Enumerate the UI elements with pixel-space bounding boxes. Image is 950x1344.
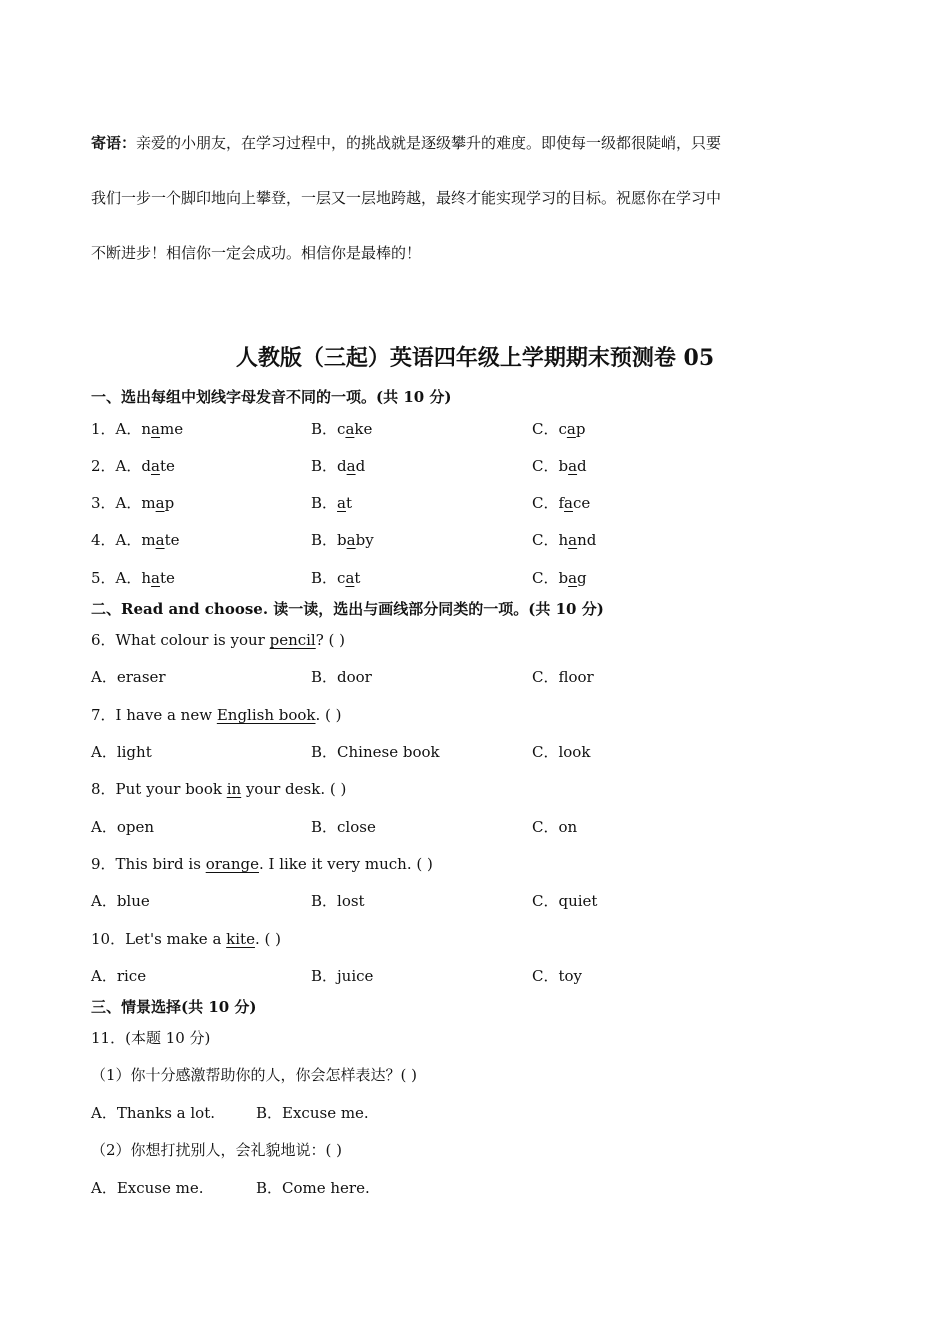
intro-line-2: 我们一步一个脚印地向上攀登，一层又一层地跨越，最终才能实现学习的目标。祝愿你在学习中 (91, 189, 722, 207)
option-c: C．cap (532, 420, 586, 438)
option-a: 3．A．map (91, 494, 175, 512)
option-b: B．close (311, 818, 376, 836)
option-c: C．bad (532, 457, 587, 475)
question-row (91, 419, 851, 439)
section2-heading: 二、Read and choose. 读一读，选出与画线部分同类的一项。(共 10 分) (91, 600, 604, 618)
option-a: 5．A．hate (91, 569, 175, 587)
options-row (91, 891, 851, 911)
option-a: A．Thanks a lot. (91, 1104, 215, 1122)
option-c: C．quiet (532, 892, 598, 910)
option-b: B．door (311, 668, 372, 686)
option-b: B．dad (311, 457, 366, 475)
question-stem: 6．What colour is your pencil? ( ) (91, 631, 346, 649)
question-row (91, 568, 851, 588)
sub-question-2: （2）你想打扰别人，会礼貌地说：( ) (91, 1141, 343, 1159)
option-a: A．rice (91, 967, 147, 985)
option-c: C．floor (532, 668, 594, 686)
option-a: 2．A．date (91, 457, 175, 475)
question-stem: 7．I have a new English book. ( ) (91, 706, 342, 724)
option-b: B．cat (311, 569, 361, 587)
intro-text-1: 亲爱的小朋友，在学习过程中，的挑战就是逐级攀升的难度。即使每一级都很陡峭，只要 (136, 134, 722, 152)
option-a: 1．A．name (91, 420, 184, 438)
question-11: 11．(本题 10 分) (91, 1029, 211, 1047)
question-row (91, 456, 851, 476)
options-row (91, 1178, 851, 1198)
option-a: A．blue (91, 892, 150, 910)
option-b: B．cake (311, 420, 373, 438)
options-row (91, 1103, 851, 1123)
section3-heading: 三、情景选择(共 10 分) (91, 998, 257, 1016)
option-c: C．on (532, 818, 578, 836)
option-c: C．face (532, 494, 591, 512)
option-b: B．Chinese book (311, 743, 440, 761)
option-a: 4．A．mate (91, 531, 180, 549)
section1-heading: 一、选出每组中划线字母发音不同的一项。(共 10 分) (91, 388, 452, 406)
option-a: A．Excuse me. (91, 1179, 204, 1197)
question-stem: 9．This bird is orange. I like it very much. ( ) (91, 855, 433, 873)
options-row (91, 817, 851, 837)
option-b: B．Come here. (256, 1179, 370, 1197)
option-a: A．light (91, 743, 152, 761)
option-a: A．open (91, 818, 155, 836)
option-c: C．bag (532, 569, 587, 587)
options-row (91, 667, 851, 687)
sub-question-1: （1）你十分感激帮助你的人，你会怎样表达？( ) (91, 1066, 418, 1084)
intro-line-3: 不断进步！相信你一定会成功。相信你是最棒的！ (91, 244, 422, 262)
intro-label: 寄语： (91, 134, 137, 152)
option-b: B．baby (311, 531, 374, 549)
question-stem: 10．Let's make a kite. ( ) (91, 930, 281, 948)
options-row (91, 742, 851, 762)
intro-line-1 (91, 133, 821, 153)
option-b: B．at (311, 494, 353, 512)
option-c: C．look (532, 743, 591, 761)
option-c: C．toy (532, 967, 583, 985)
option-c: C．hand (532, 531, 597, 549)
question-row (91, 530, 851, 550)
question-stem: 8．Put your book in your desk. ( ) (91, 780, 347, 798)
option-b: B．juice (311, 967, 374, 985)
option-b: B．lost (311, 892, 365, 910)
options-row (91, 966, 851, 986)
option-b: B．Excuse me. (256, 1104, 369, 1122)
option-a: A．eraser (91, 668, 166, 686)
exam-title: 人教版（三起）英语四年级上学期期末预测卷 05 (235, 345, 715, 371)
question-row (91, 493, 851, 513)
